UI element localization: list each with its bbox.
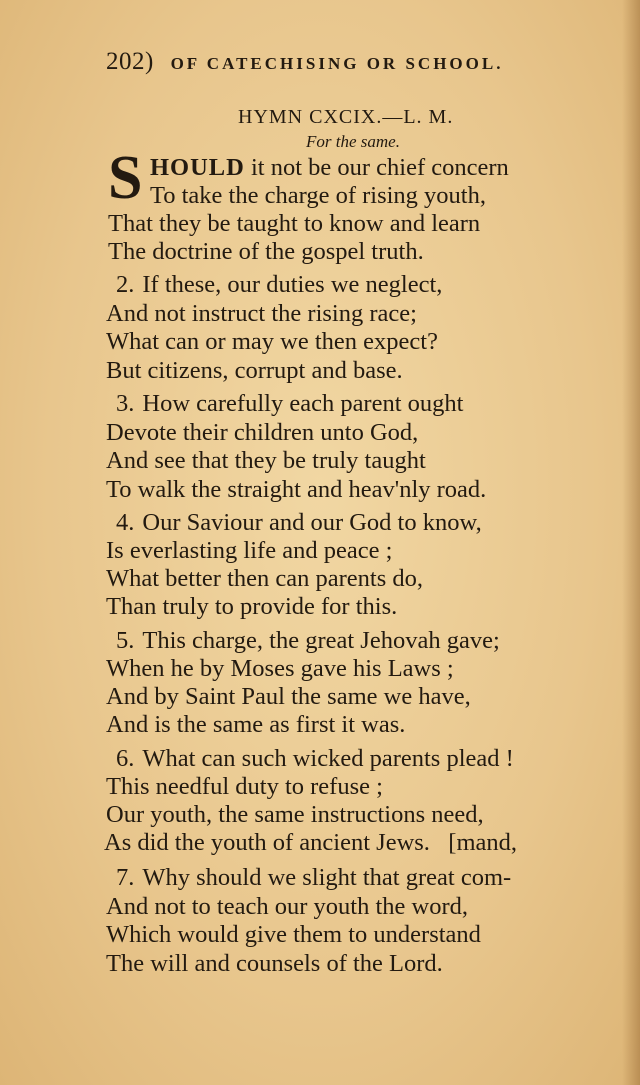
verse-line-4-1	[116, 509, 482, 537]
hymn-subtitle: For the same.	[306, 132, 400, 151]
line-text: If these, our duties we neglect,	[142, 271, 443, 298]
verse-line-3-1	[116, 390, 463, 418]
running-title: OF CATECHISING OR SCHOOL.	[170, 54, 504, 73]
verse-line-6-4: As did the youth of ancient Jews. [mand,	[104, 829, 518, 856]
verse-line-5-1	[116, 627, 500, 655]
verse-line-3-3: And see that they be truly taught	[106, 447, 426, 474]
verse-line-7-1	[116, 864, 511, 892]
verse-line-5-2: When he by Moses gave his Laws ;	[106, 655, 454, 682]
line-text: How carefully each parent ought	[142, 390, 464, 417]
verse-line-2-2: And not instruct the rising race;	[106, 300, 417, 327]
verse-line-1-4: The doctrine of the gospel truth.	[108, 238, 424, 265]
verse-line-6-3: Our youth, the same instructions need,	[106, 801, 484, 828]
line-text: This charge, the great Jehovah gave;	[142, 627, 500, 654]
verse-line-4-3: What better then can parents do,	[106, 565, 424, 592]
page-number: 202)	[106, 48, 154, 75]
verse-line-1-1	[150, 154, 509, 182]
verse-line-2-3: What can or may we then expect?	[106, 328, 438, 355]
verse-line-7-3: Which would give them to understand	[106, 921, 481, 948]
verse-line-6-2: This needful duty to refuse ;	[106, 773, 383, 800]
verse-line-1-3: That they be taught to know and learn	[108, 210, 481, 237]
drop-cap: S	[108, 144, 143, 212]
verse-line-2-1	[116, 271, 442, 299]
line-text: What can such wicked parents plead !	[142, 745, 514, 772]
stanza-number: 4.	[116, 509, 135, 536]
stanza-number: 6.	[116, 745, 135, 772]
stanza-number: 2.	[116, 271, 135, 298]
verse-line-7-2: And not to teach our youth the word,	[106, 893, 468, 920]
first-word: HOULD	[150, 154, 245, 181]
hymn-title: HYMN CXCIX.—L. M.	[238, 106, 454, 128]
verse-line-4-2: Is everlasting life and peace ;	[106, 537, 393, 564]
stanza-number: 5.	[116, 627, 135, 654]
running-head	[106, 48, 586, 76]
stanza-number: 7.	[116, 864, 135, 891]
line-text: Why should we slight that great com-	[142, 864, 512, 891]
verse-line-4-4: Than truly to provide for this.	[106, 593, 398, 620]
verse-line-2-4: But citizens, corrupt and base.	[106, 357, 403, 384]
verse-line-3-4: To walk the straight and heav'nly road.	[106, 476, 487, 503]
line-text: Our Saviour and our God to know,	[142, 509, 482, 536]
verse-line-5-4: And is the same as first it was.	[106, 711, 406, 738]
stanza-number: 3.	[116, 390, 135, 417]
verse-line-1-2: To take the charge of rising youth,	[150, 182, 486, 209]
verse-line-6-1	[116, 745, 514, 773]
first-line-rest: it not be our chief concern	[250, 154, 509, 181]
verse-line-7-4: The will and counsels of the Lord.	[106, 950, 443, 977]
verse-line-3-2: Devote their children unto God,	[106, 419, 419, 446]
verse-line-5-3: And by Saint Paul the same we have,	[106, 683, 471, 710]
